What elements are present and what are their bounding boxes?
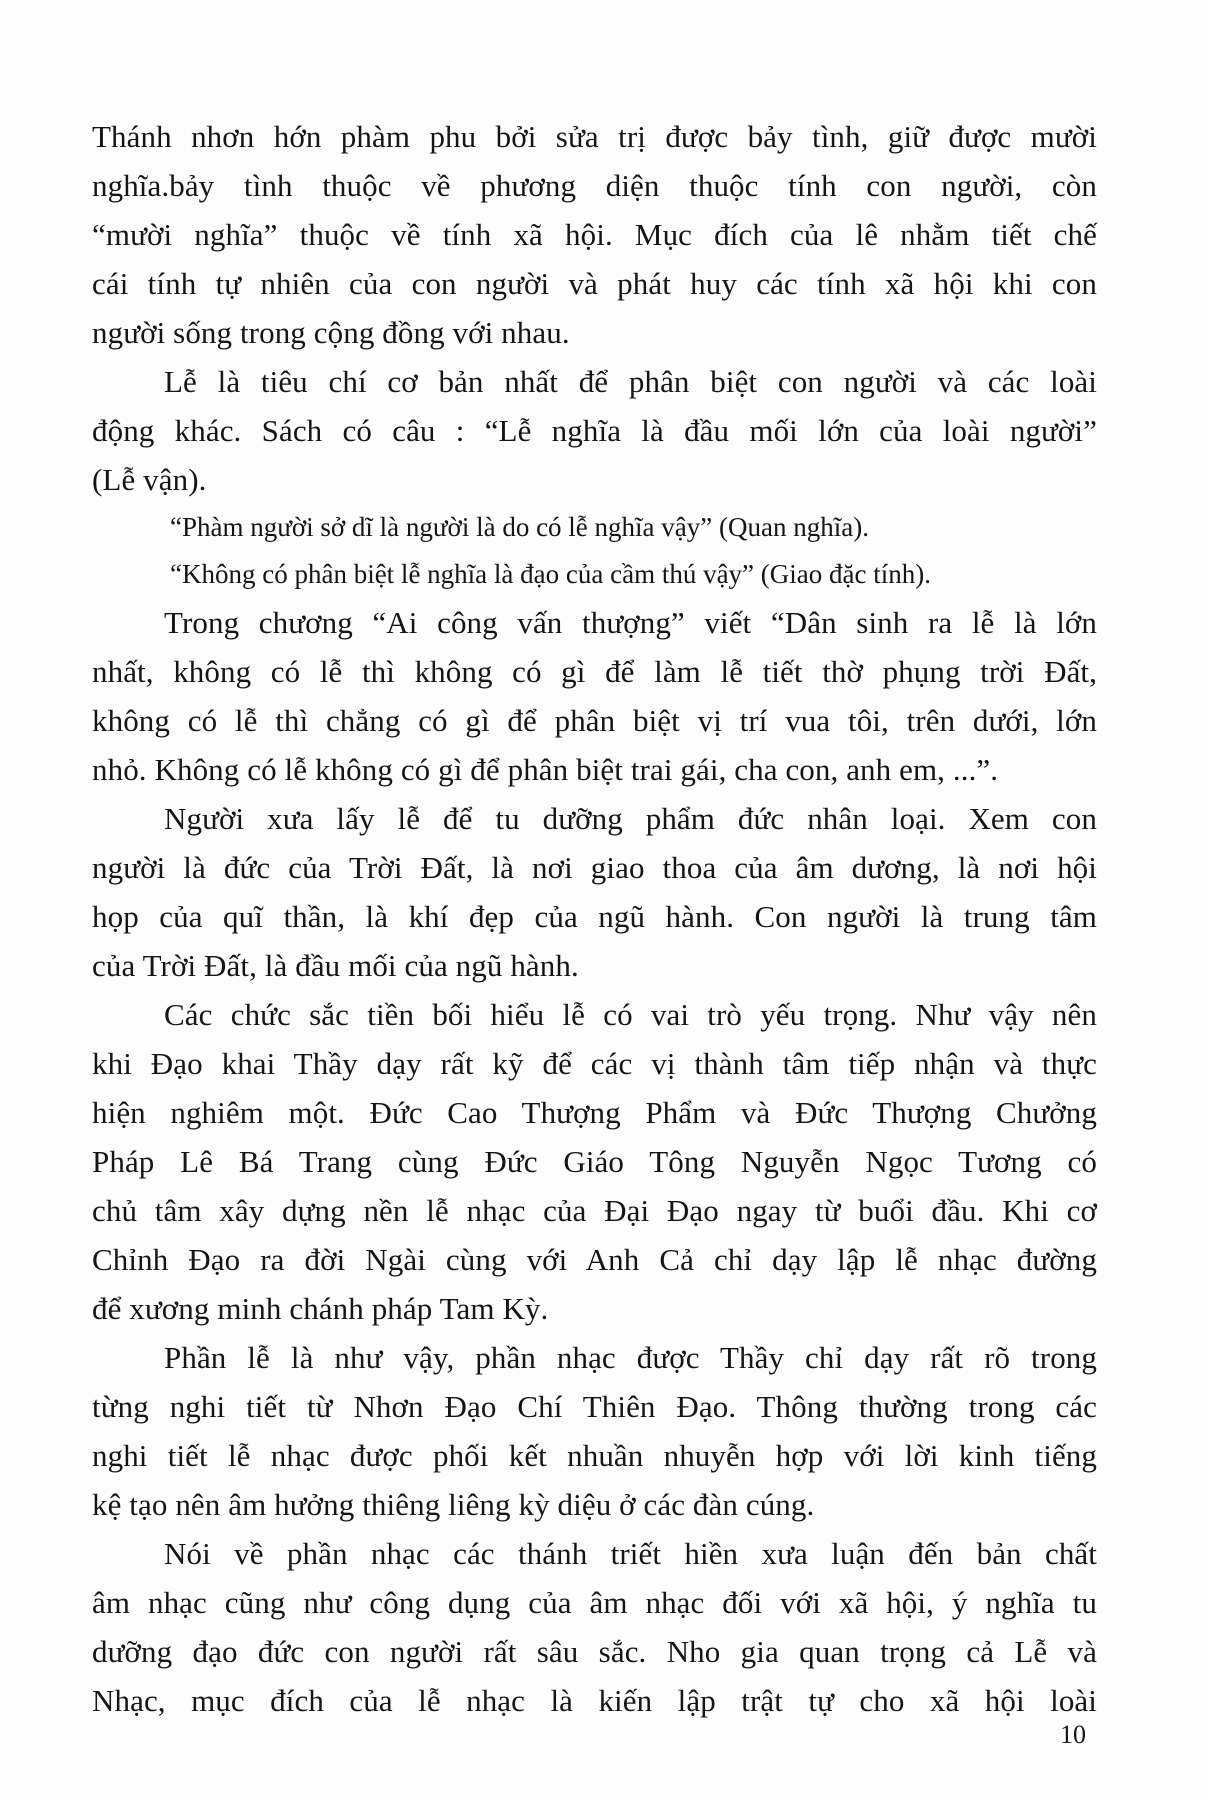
text-line: Nhạc, mục đích của lễ nhạc là kiến lập trật tự cho xã hội loài	[92, 1683, 1097, 1718]
text-line: Lễ là tiêu chí cơ bản nhất để phân biệt con người và các loài	[164, 364, 1097, 399]
text-line: họp của quĩ thần, là khí đẹp của ngũ hành. Con người là trung tâm	[92, 899, 1097, 934]
text-line: nhỏ. Không có lễ không có gì để phân biệt trai gái, cha con, anh em, ...”.	[92, 752, 999, 787]
text-line: Người xưa lấy lễ để tu dưỡng phẩm đức nhân loại. Xem con	[164, 801, 1097, 836]
text-line: người sống trong cộng đồng với nhau.	[92, 315, 570, 350]
text-line: Pháp Lê Bá Trang cùng Đức Giáo Tông Nguyễn Ngọc Tương có	[92, 1144, 1097, 1179]
text-line: của Trời Đất, là đầu mối của ngũ hành.	[92, 948, 579, 983]
text-line: Phần lễ là như vậy, phần nhạc được Thầy chỉ dạy rất rõ trong	[164, 1340, 1097, 1375]
text-line: (Lễ vận).	[92, 462, 207, 497]
text-line: Chỉnh Đạo ra đời Ngài cùng với Anh Cả chỉ dạy lập lễ nhạc đường	[92, 1242, 1097, 1277]
text-line: “mười nghĩa” thuộc về tính xã hội. Mục đích của lê nhằm tiết chế	[92, 217, 1097, 252]
text-line: nghĩa.bảy tình thuộc về phương diện thuộc tính con người, còn	[92, 168, 1097, 203]
quote-line: “Không có phân biệt lễ nghĩa là đạo của cầm thú vậy” (Giao đặc tính).	[170, 559, 931, 589]
text-line: Nói về phần nhạc các thánh triết hiền xưa luận đến bản chất	[164, 1536, 1097, 1571]
text-line: kệ tạo nên âm hưởng thiêng liêng kỳ diệu ở các đàn cúng.	[92, 1487, 815, 1522]
text-line: Các chức sắc tiền bối hiểu lễ có vai trò yếu trọng. Như vậy nên	[164, 997, 1097, 1032]
text-line: Trong chương “Ai công vấn thượng” viết “Dân sinh ra lễ là lớn	[164, 605, 1097, 640]
text-line: động khác. Sách có câu : “Lễ nghĩa là đầu mối lớn của loài người”	[92, 413, 1097, 448]
text-line: chủ tâm xây dựng nền lễ nhạc của Đại Đạo ngay từ buổi đầu. Khi cơ	[92, 1193, 1097, 1228]
text-line: nhất, không có lễ thì không có gì để làm lễ tiết thờ phụng trời Đất,	[92, 654, 1097, 689]
quote-line: “Phàm người sở dĩ là người là do có lễ nghĩa vậy” (Quan nghĩa).	[170, 512, 869, 542]
text-line: nghi tiết lễ nhạc được phối kết nhuần nhuyễn hợp với lời kinh tiếng	[92, 1438, 1097, 1473]
text-line: khi Đạo khai Thầy dạy rất kỹ để các vị thành tâm tiếp nhận và thực	[92, 1046, 1097, 1081]
text-line: cái tính tự nhiên của con người và phát huy các tính xã hội khi con	[92, 266, 1097, 301]
text-line: không có lễ thì chẳng có gì để phân biệt vị trí vua tôi, trên dưới, lớn	[92, 703, 1097, 738]
text-line: âm nhạc cũng như công dụng của âm nhạc đối với xã hội, ý nghĩa tu	[92, 1585, 1097, 1620]
body-text	[92, 112, 1097, 1725]
text-line: người là đức của Trời Đất, là nơi giao thoa của âm dương, là nơi hội	[92, 850, 1097, 885]
page-number: 10	[1060, 1720, 1086, 1749]
text-line: để xương minh chánh pháp Tam Kỳ.	[92, 1291, 549, 1326]
text-line: dưỡng đạo đức con người rất sâu sắc. Nho gia quan trọng cả Lễ và	[92, 1634, 1097, 1669]
text-line: Thánh nhơn hớn phàm phu bởi sửa trị được bảy tình, giữ được mười	[92, 119, 1097, 154]
text-line: từng nghi tiết từ Nhơn Đạo Chí Thiên Đạo. Thông thường trong các	[92, 1389, 1097, 1424]
text-line: hiện nghiêm một. Đức Cao Thượng Phẩm và Đức Thượng Chưởng	[92, 1095, 1097, 1130]
